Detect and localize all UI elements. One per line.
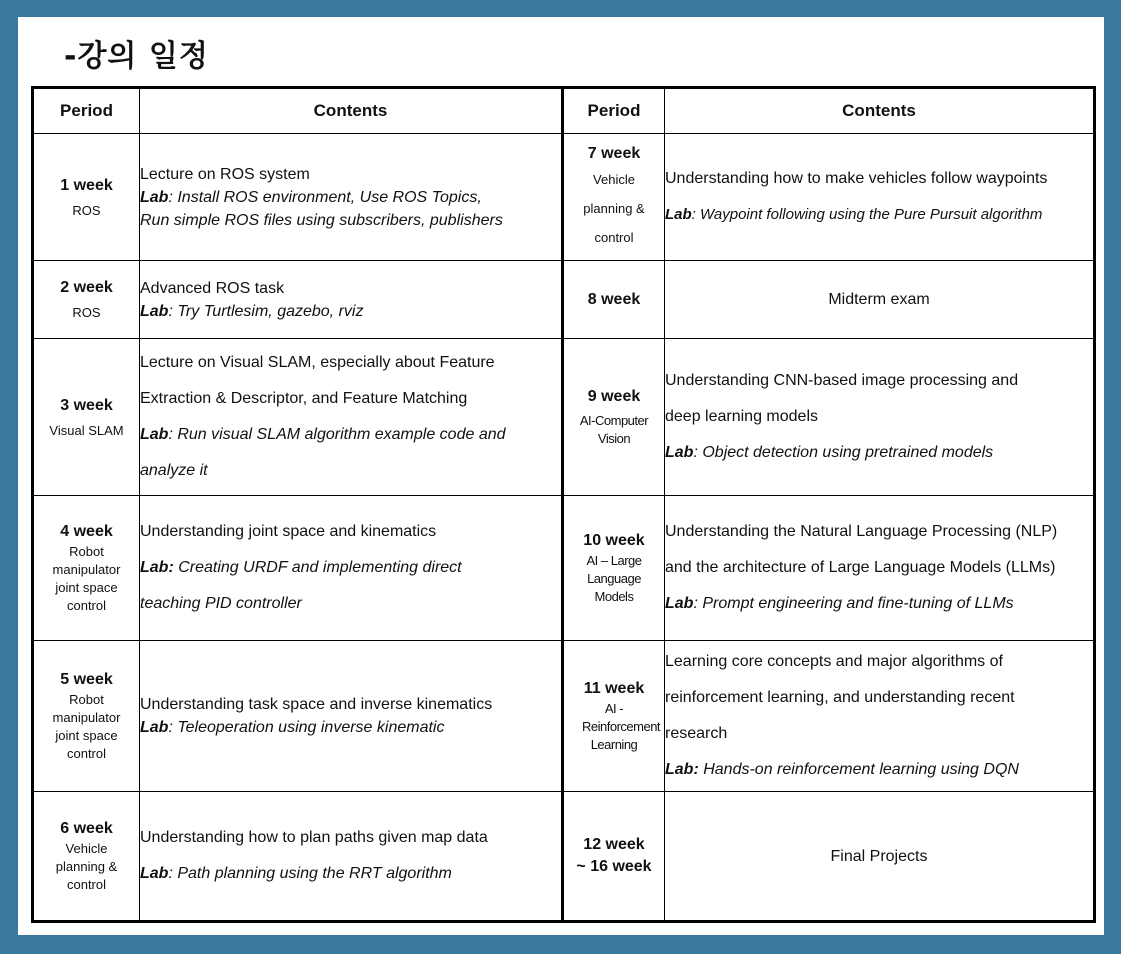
- table-row: [33, 134, 1095, 261]
- lab-line: : Teleoperation using inverse kinematic: [168, 719, 445, 736]
- contents-cell: [140, 641, 563, 792]
- period-cell: [563, 339, 665, 496]
- slide: [18, 17, 1104, 935]
- subject-label: Vehicle planning & control: [55, 841, 118, 892]
- lab-text: [140, 550, 561, 622]
- content-line: Lecture on ROS system: [140, 165, 310, 183]
- content-line: Final Projects: [830, 847, 928, 865]
- week-label: 5 week: [60, 671, 113, 688]
- table-row: [33, 792, 1095, 922]
- period-cell: [33, 641, 140, 792]
- period-cell: [563, 134, 665, 261]
- subject-label: Robot manipulator joint space control: [52, 692, 121, 761]
- lab-line: : Prompt engineering and fine-tuning of LLMs: [693, 595, 1014, 612]
- lab-line: : Object detection using pretrained models: [693, 444, 994, 461]
- lab-text: [140, 186, 561, 232]
- contents-cell: [665, 261, 1095, 339]
- week-label: 6 week: [60, 820, 113, 837]
- header-period-left: Period: [33, 88, 140, 134]
- lab-label: Lab: [665, 206, 692, 223]
- period-cell: [563, 496, 665, 641]
- content-line: Understanding task space and inverse kinematics: [140, 696, 493, 713]
- lab-label: Lab: [140, 865, 169, 882]
- content-line: Understanding joint space and kinematics: [140, 523, 437, 540]
- lab-label: Lab: [140, 188, 169, 206]
- content-line: research: [665, 725, 728, 742]
- week-label: 4 week: [60, 523, 113, 540]
- content-line: Extraction & Descriptor, and Feature Matching: [140, 390, 468, 407]
- subject-label: ROS: [72, 305, 101, 320]
- table-row: [33, 339, 1095, 496]
- period-cell: [33, 339, 140, 496]
- period-cell: [33, 261, 140, 339]
- period-cell: [563, 792, 665, 922]
- week-label: 3 week: [60, 396, 113, 414]
- content-line: Midterm exam: [828, 291, 930, 308]
- period-cell: [563, 641, 665, 792]
- subject-label: Robot manipulator joint space control: [52, 544, 121, 613]
- lab-text: [140, 856, 561, 892]
- contents-cell: [665, 134, 1095, 261]
- content-line: reinforcement learning, and understanding recent: [665, 689, 1015, 706]
- lab-line: : Path planning using the RRT algorithm: [168, 865, 452, 882]
- page-title: -강의 일정: [64, 39, 209, 74]
- subject-label: AI-Computer Vision: [579, 413, 649, 446]
- content-line: Lecture on Visual SLAM, especially about Feature: [140, 354, 495, 371]
- week-label: 12 week: [583, 836, 645, 853]
- subject-label: ROS: [72, 202, 101, 218]
- lab-label: Lab: [140, 426, 169, 443]
- contents-cell: [665, 339, 1095, 496]
- lab-text: [665, 586, 1093, 622]
- lab-label: Lab: [140, 302, 169, 320]
- contents-cell: [665, 792, 1095, 922]
- lab-line: Run simple ROS files using subscribers, publishers: [140, 211, 503, 229]
- lab-text: [665, 197, 1093, 233]
- contents-cell: [140, 261, 563, 339]
- week-label: 8 week: [587, 290, 641, 308]
- lab-text: [140, 417, 561, 489]
- content-line: Understanding how to plan paths given map data: [140, 829, 488, 846]
- header-contents-right: Contents: [665, 88, 1095, 134]
- lab-label: Lab:: [665, 761, 699, 778]
- lab-line: Creating URDF and implementing direct: [173, 559, 462, 576]
- content-line: Understanding the Natural Language Processing (NLP): [665, 523, 1058, 540]
- week-label: 11 week: [583, 680, 645, 697]
- subject-label: AI – Large Language Models: [586, 553, 642, 604]
- lab-label: Lab:: [140, 559, 174, 576]
- subject-label: Visual SLAM: [49, 422, 124, 438]
- content-line: Learning core concepts and major algorithms of: [665, 653, 1003, 670]
- lab-label: Lab: [665, 595, 694, 612]
- lab-line: : Install ROS environment, Use ROS Topics,: [168, 188, 482, 206]
- contents-cell: [140, 496, 563, 641]
- week-label-end: ~ 16 week: [576, 858, 652, 875]
- schedule-table: [31, 86, 1096, 923]
- lab-text: [140, 716, 561, 739]
- header-row: [33, 88, 1095, 134]
- content-line: Understanding how to make vehicles follow waypoints: [665, 170, 1048, 187]
- period-cell: [563, 261, 665, 339]
- week-label: 7 week: [587, 144, 641, 162]
- content-line: Understanding CNN-based image processing and: [665, 372, 1019, 389]
- content-line: and the architecture of Large Language Models (LLMs): [665, 559, 1056, 576]
- lab-line: Hands-on reinforcement learning using DQN: [698, 761, 1019, 778]
- contents-cell: [140, 134, 563, 261]
- contents-cell: [665, 496, 1095, 641]
- header-period-right: Period: [563, 88, 665, 134]
- period-cell: [33, 496, 140, 641]
- lab-label: Lab: [665, 444, 694, 461]
- lab-text: [665, 435, 1093, 471]
- table-row: [33, 641, 1095, 792]
- lab-text: [140, 300, 561, 323]
- week-label: 9 week: [587, 388, 641, 405]
- subject-label: AI - Reinforcement Learning: [582, 701, 661, 752]
- lab-line: analyze it: [140, 462, 208, 479]
- table-row: [33, 496, 1095, 641]
- week-label: 1 week: [60, 176, 113, 194]
- content-line: Advanced ROS task: [140, 279, 285, 297]
- contents-cell: [140, 792, 563, 922]
- contents-cell: [665, 641, 1095, 792]
- header-contents-left: Contents: [140, 88, 563, 134]
- lab-text: [665, 752, 1093, 788]
- lab-line: teaching PID controller: [140, 595, 302, 612]
- content-line: deep learning models: [665, 408, 818, 425]
- lab-line: : Waypoint following using the Pure Pursuit algorithm: [691, 206, 1043, 223]
- period-cell: [33, 792, 140, 922]
- week-label: 10 week: [583, 532, 645, 549]
- table-row: [33, 261, 1095, 339]
- week-label: 2 week: [60, 279, 113, 296]
- lab-line: : Run visual SLAM algorithm example code and: [168, 426, 506, 443]
- period-cell: [33, 134, 140, 261]
- subject-label: Vehicle planning & control: [583, 171, 645, 245]
- lab-line: : Try Turtlesim, gazebo, rviz: [168, 302, 364, 320]
- lab-label: Lab: [140, 719, 169, 736]
- contents-cell: [140, 339, 563, 496]
